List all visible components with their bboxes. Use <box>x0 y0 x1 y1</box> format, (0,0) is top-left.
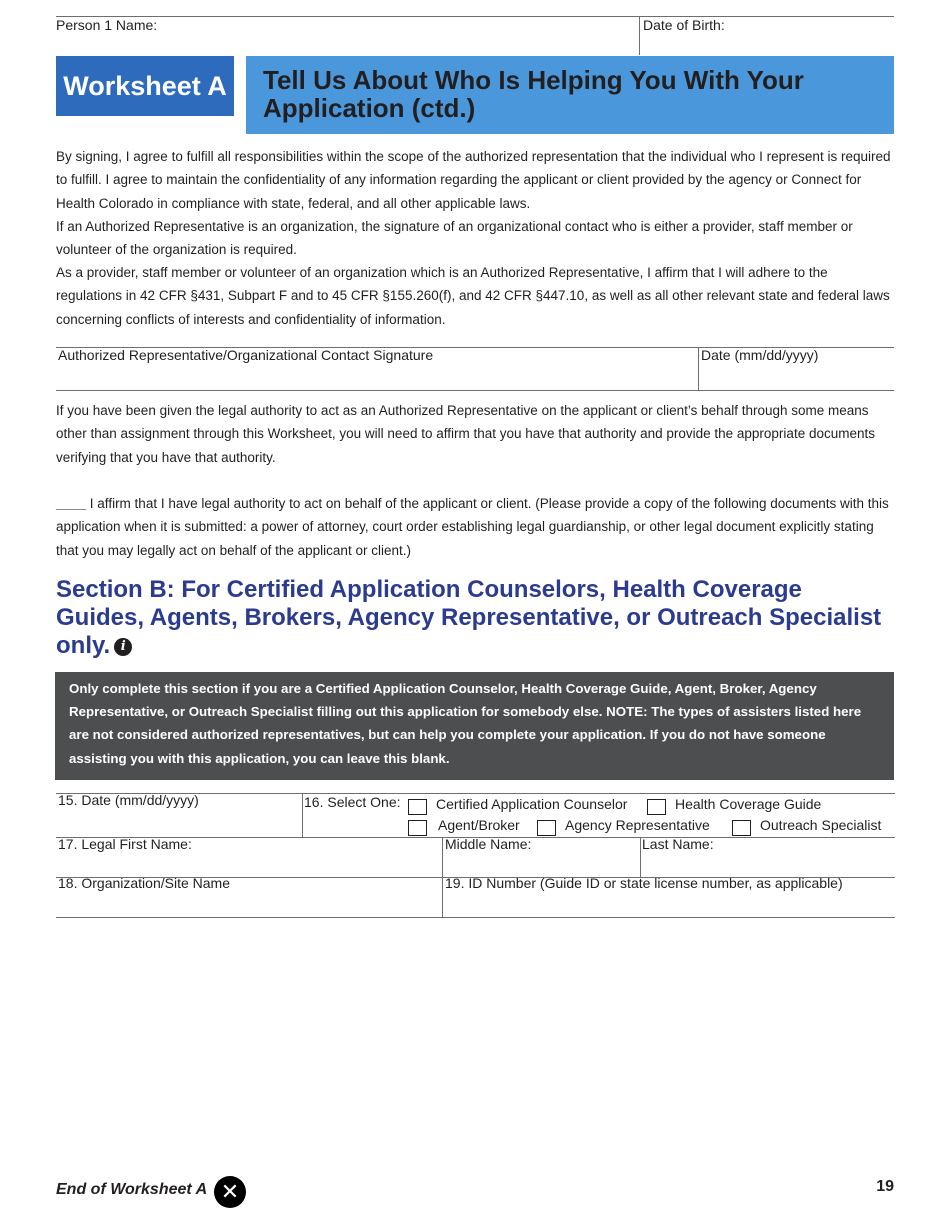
checkbox-certified-application-counselor[interactable] <box>408 799 427 815</box>
paragraph-legal-authority: If you have been given the legal authority to act as an Authorized Representative on the applicant or client’s behalf through some means other than assignment through this Worksheet, you will need to affirm that you have that authority and provide the appropriate documents verifying that you have that authority. <box>56 403 875 465</box>
id-number-label: 19. ID Number (Guide ID or state license number, as applicable) <box>445 875 843 891</box>
option-agency-representative: Agency Representative <box>565 817 710 833</box>
section-b-notice-box <box>55 672 894 780</box>
organization-label: 18. Organization/Site Name <box>58 875 230 891</box>
checkbox-health-coverage-guide[interactable] <box>647 799 666 815</box>
paragraph-organization: If an Authorized Representative is an organization, the signature of an organizational contact who is either a provider, staff member or volunteer of the organization is required. <box>56 219 853 258</box>
form-divider-last <box>640 837 641 877</box>
last-name-field[interactable] <box>642 854 892 876</box>
page-number: 19 <box>876 1178 894 1195</box>
info-icon[interactable]: i <box>114 638 132 656</box>
date-of-birth-label: Date of Birth: <box>643 17 725 33</box>
header-divider <box>639 17 640 55</box>
signature-label: Authorized Representative/Organizational Contact Signature <box>58 347 434 363</box>
first-name-field[interactable] <box>58 854 438 876</box>
worksheet-title: Tell Us About Who Is Helping You With Your Application (ctd.) <box>263 65 804 123</box>
signature-divider <box>698 348 699 390</box>
close-icon: ✕ <box>214 1176 246 1208</box>
affirm-text: I affirm that I have legal authority to act on behalf of the applicant or client. (Please provide a copy of the following documents with this application when it is submitted: a power of attorney, court order establishing legal guardianship, or other legal document explicitly stating that you may legally act on behalf of the applicant or client.) <box>56 496 889 558</box>
end-of-worksheet-label: End of Worksheet A <box>56 1181 208 1198</box>
worksheet-title-box <box>246 56 894 134</box>
first-name-label: 17. Legal First Name: <box>58 836 192 852</box>
paragraph-affirm-authority <box>56 492 896 562</box>
date-field-label: 15. Date (mm/dd/yyyy) <box>58 792 199 808</box>
worksheet-badge: Worksheet A <box>56 56 234 116</box>
form-line-bottom <box>56 917 895 918</box>
last-name-label: Last Name: <box>642 836 714 852</box>
checkbox-agent-broker[interactable] <box>408 820 427 836</box>
id-number-field[interactable] <box>445 893 892 916</box>
section-b-title <box>56 576 896 660</box>
form-divider-middle <box>442 837 443 917</box>
section-b-title-text: Section B: For Certified Application Counselors, Health Coverage Guides, Agents, Brokers, Agency Representative, or Outreach Specialist only. <box>56 576 882 659</box>
option-agent-broker: Agent/Broker <box>438 817 520 833</box>
paragraph-responsibilities: By signing, I agree to fulfill all responsibilities within the scope of the authorized representation that the individual who I represent is required to fulfill. I agree to maintain the confidentiality of any information regarding the applicant or client provided by the agency or Connect for Health Colorado in compliance with state, federal, and all other applicable laws. <box>56 149 891 211</box>
option-health-coverage-guide: Health Coverage Guide <box>675 796 822 812</box>
organization-field[interactable] <box>58 893 438 916</box>
option-outreach-specialist: Outreach Specialist <box>760 817 882 833</box>
checkbox-agency-representative[interactable] <box>537 820 556 836</box>
select-one-label: 16. Select One: <box>304 794 401 810</box>
section-b-notice: Only complete this section if you are a Certified Application Counselor, Health Coverage Guide, Agent, Broker, Agency Representative, or Outreach Specialist filling out this application for somebody else. NOTE: The types of assisters listed here are not considered authorized representatives, but can help you complete your application. If you do not have someone assisting you with this application, you can leave this blank. <box>69 681 862 766</box>
checkbox-outreach-specialist[interactable] <box>732 820 751 836</box>
affirm-blank[interactable]: ____ <box>56 496 87 511</box>
person-header-row <box>56 16 894 55</box>
person-name-label: Person 1 Name: <box>56 17 158 33</box>
paragraph-affirm-regulations: As a provider, staff member or volunteer of an organization which is an Authorized Representative, I affirm that I will adhere to the regulations in 42 CFR §431, Subpart F and to 45 CFR §155.260(f), and 42 CFR §447.10, as well as all other relevant state and federal laws concerning conflicts of interests and confidentiality of information. <box>56 265 890 327</box>
date-field[interactable] <box>58 810 298 834</box>
signature-row <box>56 347 894 391</box>
option-certified-application-counselor: Certified Application Counselor <box>436 796 628 812</box>
signature-date-label: Date (mm/dd/yyyy) <box>701 347 819 363</box>
middle-name-label: Middle Name: <box>445 836 532 852</box>
form-divider-date <box>302 793 303 837</box>
middle-name-field[interactable] <box>445 854 637 876</box>
